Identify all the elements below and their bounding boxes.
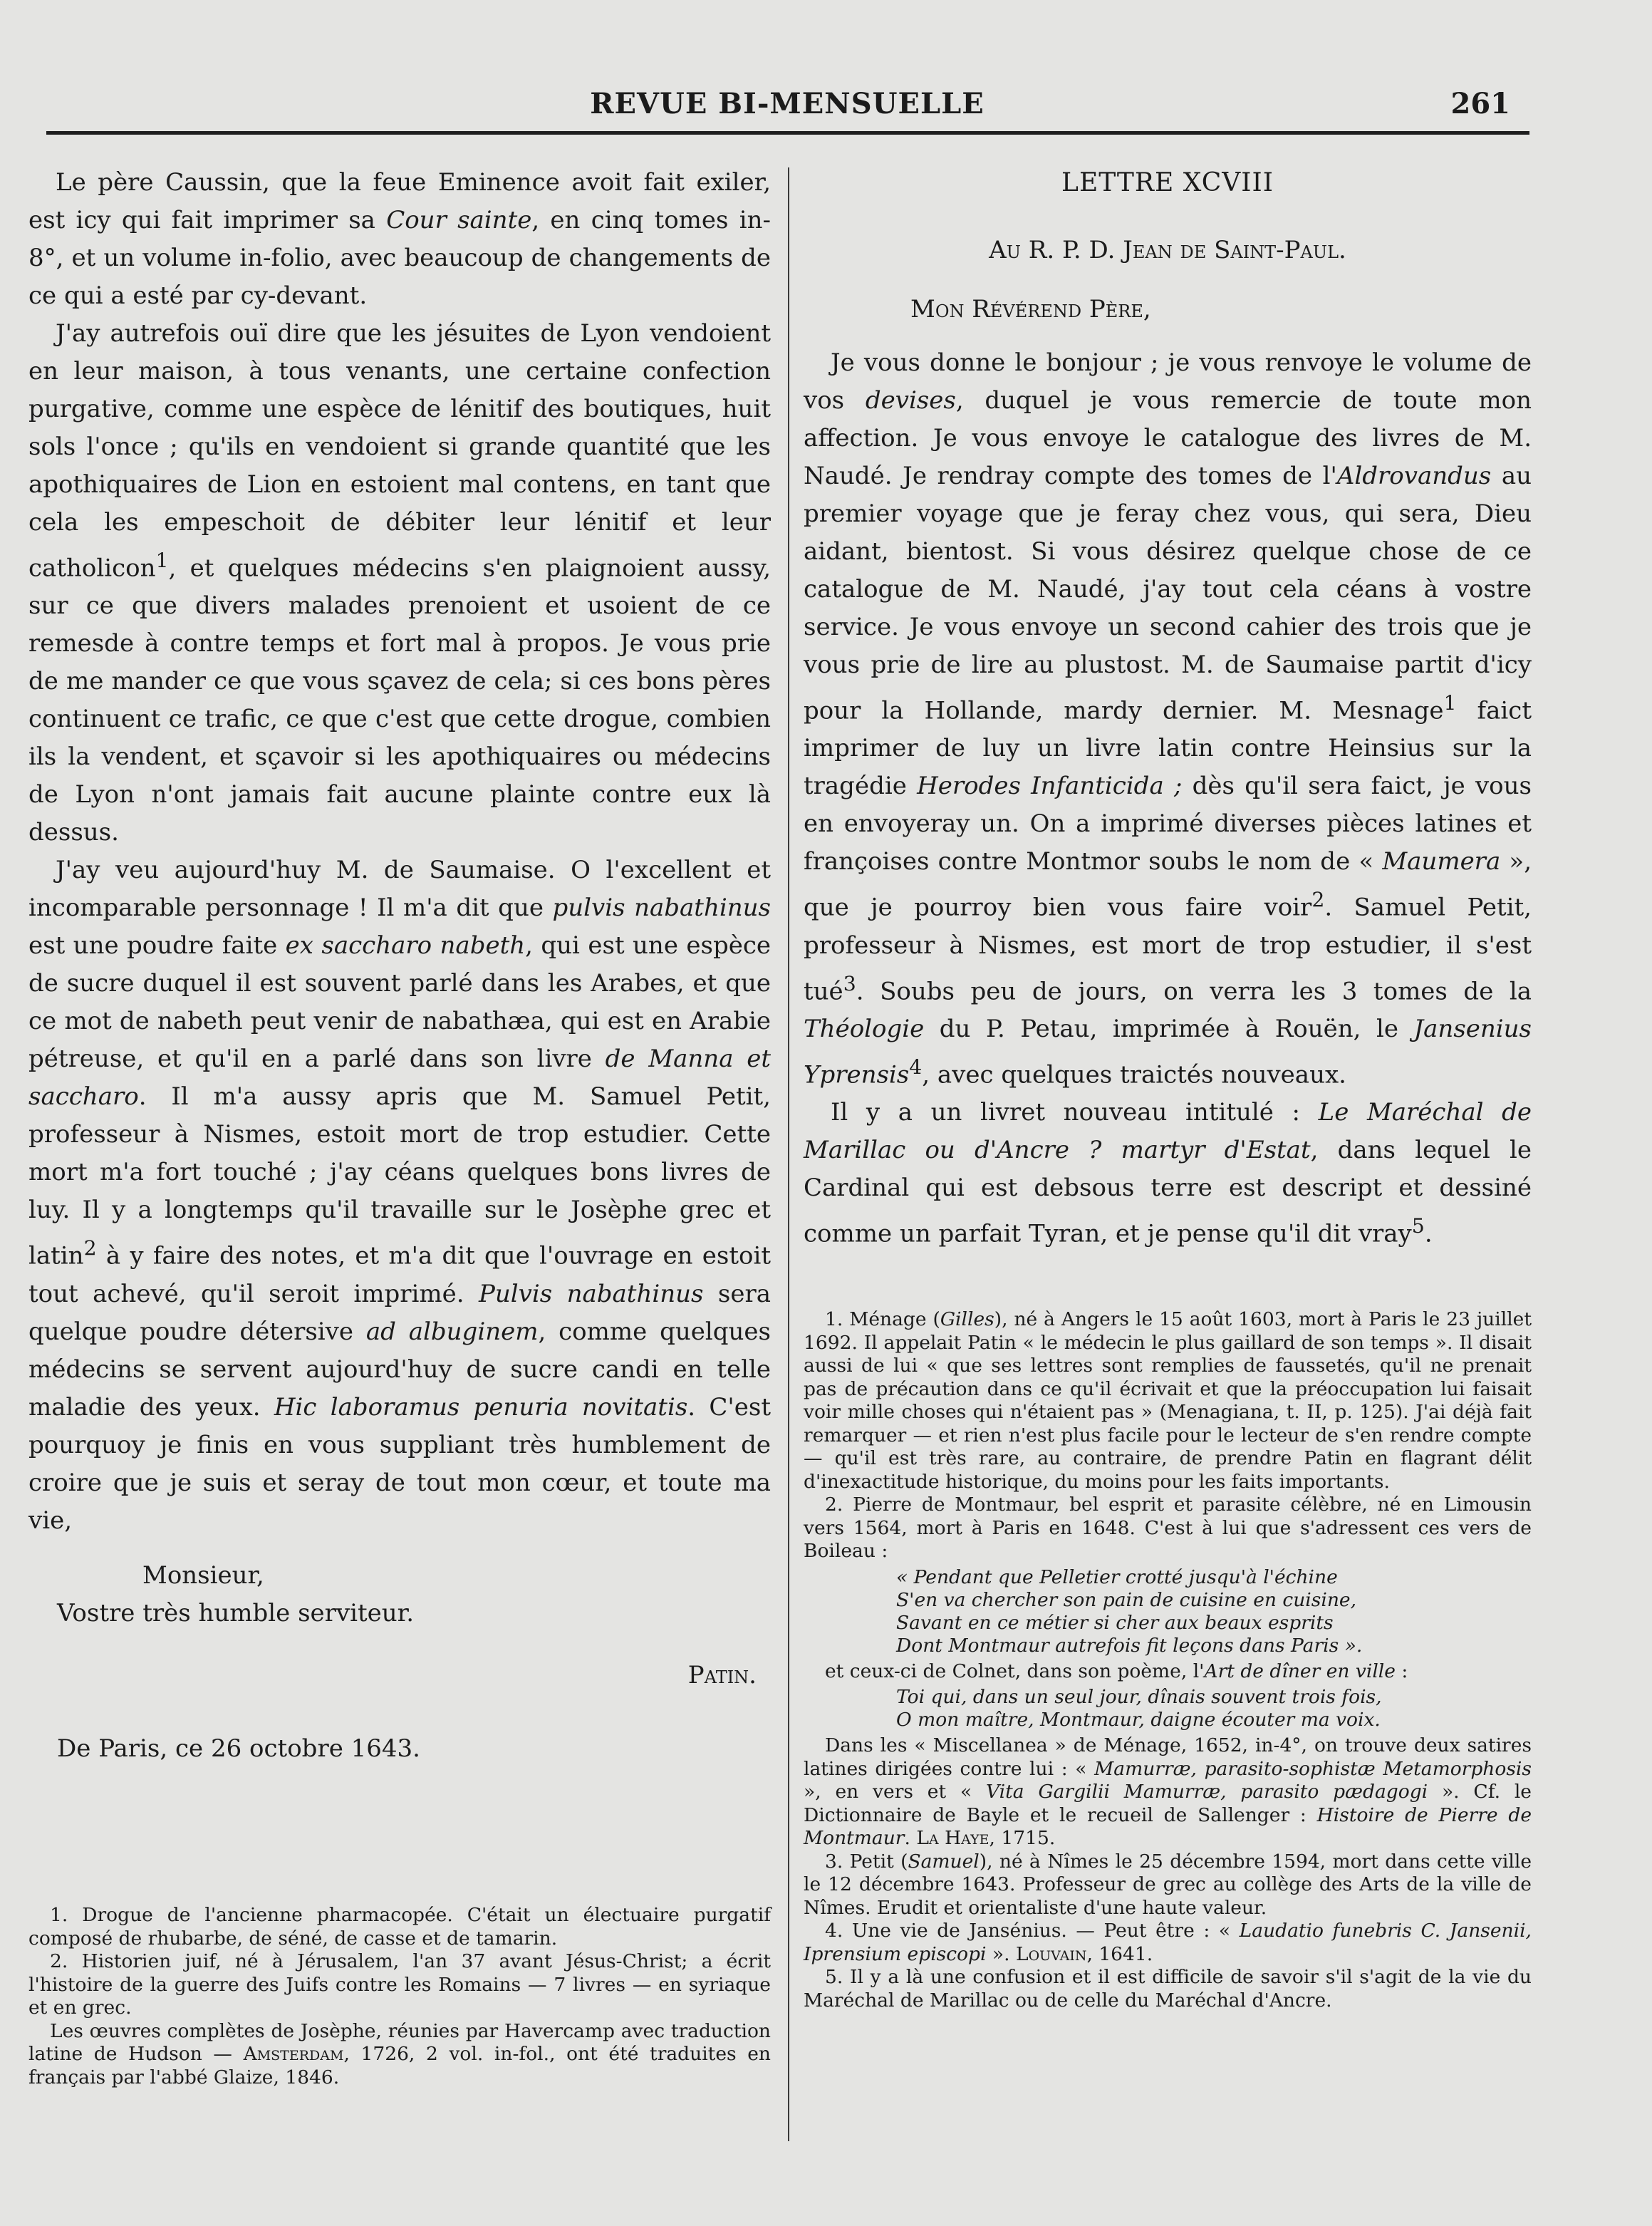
footnote-2-continued <box>28 2020 771 2090</box>
column-divider <box>788 167 789 2141</box>
page-number: 261 <box>1450 87 1510 120</box>
boileau-verse <box>896 1566 1532 1657</box>
text-run: , duquel je vous remercie de toute mon affection. Je vous envoye le catalogue des livres de M. Naudé. Je rendray compte des tomes de l' <box>804 386 1532 490</box>
right-paragraph-1 <box>804 344 1532 1094</box>
footnote-2: 2. Historien juif, né à Jérusalem, l'an 37 avant Jésus-Christ; a écrit l'histoire de la guerre des Juifs contre les Romains — 7 livres — en syriaque et en grec. <box>28 1950 771 2019</box>
text-run: . <box>904 1827 917 1849</box>
text-run: est une poudre faite <box>28 931 286 961</box>
text-run: ». <box>986 1942 1016 1965</box>
text-run: Il y a un livret nouveau intitulé : <box>831 1098 1319 1127</box>
book-title: Herodes Infanticida ; <box>917 772 1183 801</box>
text-run: Dans les « Miscellanea » de Ménage, 1652, in-4°, on trouve deux satires latines dirigées contre lui : « <box>804 1734 1532 1780</box>
book-title: Théologie <box>804 1014 925 1043</box>
text-run: ), né à Angers le 15 août 1603, mort à Paris le 23 juillet 1692. Il appelait Patin « le médecin le plus gaillard de son temps ». Il disait aussi de lui « que ses lettres sont remplies de faussetés, qu'il ne prenait pas de précaution dans ce qu'il écrivait et que la préoccupation lui faisait voir mille choses qui n'étaient pas » (Menagiana, t. II, p. 125). J'ai déjà fait remarquer — et rien n'est plus facile pour le lecteur de s'en rendre compte — qu'il est très rare, au contraire, de prendre Patin en flagrant délit d'inexactitude historique, du moins pour les faits importants. <box>804 1308 1532 1493</box>
left-column <box>28 164 771 1768</box>
text-run: », que je pourroy bien vous faire voir <box>804 847 1532 922</box>
text-run: , 1726, 2 vol. in-fol., ont été traduites en français par l'abbé Glaize, 1846. <box>28 2043 771 2088</box>
text-run: 3. Petit ( <box>825 1850 908 1873</box>
salutation: Mon Révérend Père, <box>910 295 1151 323</box>
text-run: . <box>1424 1219 1433 1248</box>
footnote-1: 1. Drogue de l'ancienne pharmacopée. C'était un électuaire purgatif composé de rhubarbe, de séné, de casse et de tamarin. <box>28 1904 771 1950</box>
latin-term: ad albuginem <box>365 1317 539 1346</box>
text-run: Le père Caussin, que la feue Eminence avoit fait exiler, est icy qui fait imprimer sa <box>28 168 771 234</box>
left-footnotes <box>28 1904 771 2089</box>
text-run: au premier voyage que je feray chez vous, qui sera, Dieu aidant, bientost. Si vous désirez quelque chose de ce catalogue de M. Naudé, j'ay tout cela céans à vostre service. Je vous envoye un second cahier des trois que je vous prie de lire au plustost. M. de Saumaise partit d'icy pour la Hollande, mardy dernier. M. Mesnage <box>804 462 1532 725</box>
text-run: J'ay veu aujourd'huy M. de Saumaise. O l'excellent et incomparable personnage ! Il m'a dit que <box>28 856 771 923</box>
footnote-ref: 2 <box>1311 888 1325 912</box>
book-title: devises <box>865 386 956 415</box>
text-run: : <box>1395 1660 1408 1682</box>
footnote-2: 2. Pierre de Montmaur, bel esprit et parasite célèbre, né en Limousin vers 1564, mort à Paris en 1648. C'est à lui que s'adressent ces vers de Boileau : <box>804 1494 1532 1562</box>
text-run: J'ay autrefois ouï dire que les jésuites de Lyon vendoient en leur maison, à tous venants, une certaine confection purgative, comme une espèce de lénitif des boutiques, huit sols l'once ; qu'ils en vendoient si grande quantité que les apothiquaires de Lion en estoient mal contens, en tant que cela les empeschoit de débiter leur lénitif et leur catholicon <box>28 319 771 583</box>
verse-line: Savant en ce métier si cher aux beaux esprits <box>896 1611 1334 1634</box>
footnote-4 <box>804 1920 1532 1966</box>
footnote-5: 5. Il y a là une confusion et il est difficile de savoir s'il s'agit de la vie du Maréchal de Marillac ou de celle du Maréchal d'Ancre. <box>804 1966 1532 2012</box>
footnote-ref: 1 <box>155 549 169 572</box>
text-run: , qui est une espèce de sucre duquel il est souvent parlé dans les Arabes, et que ce mot de nabeth peut venir de nabathæa, qui est en Arabie pétreuse, et qu'il en a parlé dans son livre <box>28 931 772 1074</box>
first-name: Gilles <box>940 1308 994 1330</box>
book-title: Jansenius Yprensis <box>804 1014 1532 1089</box>
latin-term: pulvis nabathinus <box>552 894 771 923</box>
running-title: REVUE BI-MENSUELLE <box>590 87 985 120</box>
text-run: . Samuel Petit, professeur à Nismes, est mort de trop estudier, il s'est tué <box>804 893 1532 1005</box>
text-run: ), né à Nîmes le 25 décembre 1594, mort dans cette ville le 12 décembre 1643. Professeur de grec au collège des Arts de la ville de Nîmes. Erudit et orientaliste d'une haute valeur. <box>804 1850 1532 1919</box>
latin-title: Vita Gargilii Mamurræ, parasito pædagogi <box>986 1781 1428 1803</box>
book-title: Cour sainte <box>386 206 532 234</box>
book-title: Histoire de Pierre de Montmaur <box>804 1803 1532 1849</box>
signature: Patin. <box>687 1660 757 1689</box>
text-run: à y faire des notes, et m'a dit que l'ouvrage en estoit tout achevé, qu'il seroit imprimé. <box>28 1241 771 1308</box>
right-footnotes <box>804 1308 1532 2012</box>
text-run: 1. Ménage ( <box>825 1308 940 1330</box>
footnote-ref: 5 <box>1411 1214 1425 1238</box>
footnote-2-colnet <box>804 1660 1532 1684</box>
footnote-ref: 4 <box>909 1055 923 1079</box>
text-run: . C'est pourquoy je finis en vous suppliant très humblement de croire que je suis et seray de tout mon cœur, et toute ma vie, <box>28 1392 771 1535</box>
place-name: Amsterdam <box>243 2043 344 2065</box>
page-header <box>43 87 1532 137</box>
letter-title: LETTRE XCVIII <box>1061 168 1274 197</box>
footnote-3 <box>804 1850 1532 1920</box>
text-run: 4. Une vie de Jansénius. — Peut être : « <box>825 1920 1240 1942</box>
verse-line: Dont Montmaur autrefois fit leçons dans Paris ». <box>896 1634 1363 1657</box>
colnet-verse <box>896 1686 1532 1731</box>
text-run: Je vous donne le bonjour ; je vous renvoye le volume de vos <box>804 348 1532 415</box>
footnote-ref: 3 <box>843 971 856 995</box>
first-name: Samuel <box>908 1850 980 1873</box>
footnote-2-menage <box>804 1734 1532 1850</box>
place-name: La Haye <box>916 1827 989 1849</box>
addressee: Au R. P. D. Jean de Saint-Paul. <box>989 236 1346 264</box>
text-run: », en vers et « <box>804 1781 987 1803</box>
text-run: Les œuvres complètes de Josèphe, réunies par Havercamp avec traduction latine de Hudson — <box>28 2019 771 2065</box>
header-rule <box>46 131 1529 135</box>
text-run: , avec quelques traictés nouveaux. <box>922 1060 1346 1089</box>
text-run: . Soubs peu de jours, on verra les 3 tomes de la <box>856 976 1532 1005</box>
text-run: et ceux-ci de Colnet, dans son poème, l' <box>825 1660 1205 1682</box>
book-title: Aldrovandus <box>1336 462 1492 490</box>
book-title: de Manna et saccharo <box>28 1045 772 1112</box>
text-run: dès qu'il sera faict, je vous en envoyeray un. On a imprimé diverses pièces latines et françoises contre Montmor soubs le nom de « <box>804 772 1532 876</box>
left-paragraph-1 <box>28 164 771 315</box>
latin-term: Pulvis nabathinus <box>479 1279 704 1308</box>
latin-title: Laudatio funebris C. Jansenii, Iprensium episcopi <box>804 1920 1532 1965</box>
latin-term: Hic laboramus penuria novitatis <box>274 1392 688 1422</box>
left-paragraph-3 <box>28 851 771 1539</box>
right-paragraph-2 <box>804 1094 1532 1253</box>
text-run: du P. Petau, imprimée à Rouën, le <box>924 1014 1414 1043</box>
right-column <box>804 164 1532 1253</box>
text-run: , 1641. <box>1086 1942 1153 1965</box>
closing-formula: Vostre très humble serviteur. <box>57 1598 415 1627</box>
latin-title: Mamurræ, parasito-sophistæ Metamorphosis <box>1094 1757 1532 1780</box>
text-run: . Il m'a aussy apris que M. Samuel Petit, professeur à Nismes, estoit mort de trop estudier. Cette mort m'a fort touché ; j'ay céans quelques bons livres de luy. Il y a longtemps qu'il travaille sur le Josèphe grec et latin <box>28 1082 771 1270</box>
latin-term: ex saccharo nabeth <box>285 931 526 961</box>
text-run: , et quelques médecins s'en plaignoient aussy, sur ce que divers malades prenoient et usoient de ce remesde à contre temps et fort mal à propos. Je vous prie de me mander ce que vous sçavez de cela; si ces bons pères continuent ce trafic, ce que c'est que cette drogue, combien ils la vendent, et sçavoir si les apothiquaires ou médecins de Lyon n'ont jamais fait aucune plainte contre eux là dessus. <box>28 554 771 847</box>
text-run: faict imprimer de luy un livre latin contre Heinsius sur la tragédie <box>804 696 1532 801</box>
text-run: , dans lequel le Cardinal qui est debsous terre est descript et dessiné comme un parfait Tyran, et je pense qu'il dit vray <box>804 1136 1532 1248</box>
text-run: sera quelque poudre détersive <box>28 1279 771 1346</box>
verse-line: « Pendant que Pelletier crotté jusqu'à l'échine <box>896 1565 1338 1588</box>
footnote-1 <box>804 1308 1532 1494</box>
footnote-ref: 1 <box>1443 691 1457 715</box>
footnote-ref: 2 <box>83 1236 97 1260</box>
place-name: Louvain <box>1015 1942 1087 1965</box>
text-run: , 1715. <box>989 1827 1056 1849</box>
text-run: , en cinq tomes in-8°, et un volume in-folio, avec beaucoup de changements de ce qui a esté par cy-devant. <box>28 206 772 310</box>
book-title: Maumera <box>1382 847 1501 876</box>
verse-line: Toi qui, dans un seul jour, dînais souvent trois fois, <box>896 1686 1382 1708</box>
text-run: , comme quelques médecins se servent aujourd'huy de sucre candi en telle maladie des yeux. <box>28 1317 771 1422</box>
closing-salutation: Monsieur, <box>142 1560 264 1590</box>
verse-line: S'en va chercher son pain de cuisine en cuisine, <box>896 1588 1357 1611</box>
book-title: Art de dîner en ville <box>1204 1660 1396 1682</box>
text-run: ». Cf. le Dictionnaire de Bayle et le recueil de Sallenger : <box>804 1781 1532 1826</box>
dateline: De Paris, ce 26 octobre 1643. <box>57 1734 420 1763</box>
verse-line: O mon maître, Montmaur, daigne écouter ma voix. <box>896 1709 1381 1731</box>
book-title: Le Maréchal de Marillac ou d'Ancre ? martyr d'Estat <box>804 1098 1532 1165</box>
left-paragraph-2 <box>28 315 771 851</box>
